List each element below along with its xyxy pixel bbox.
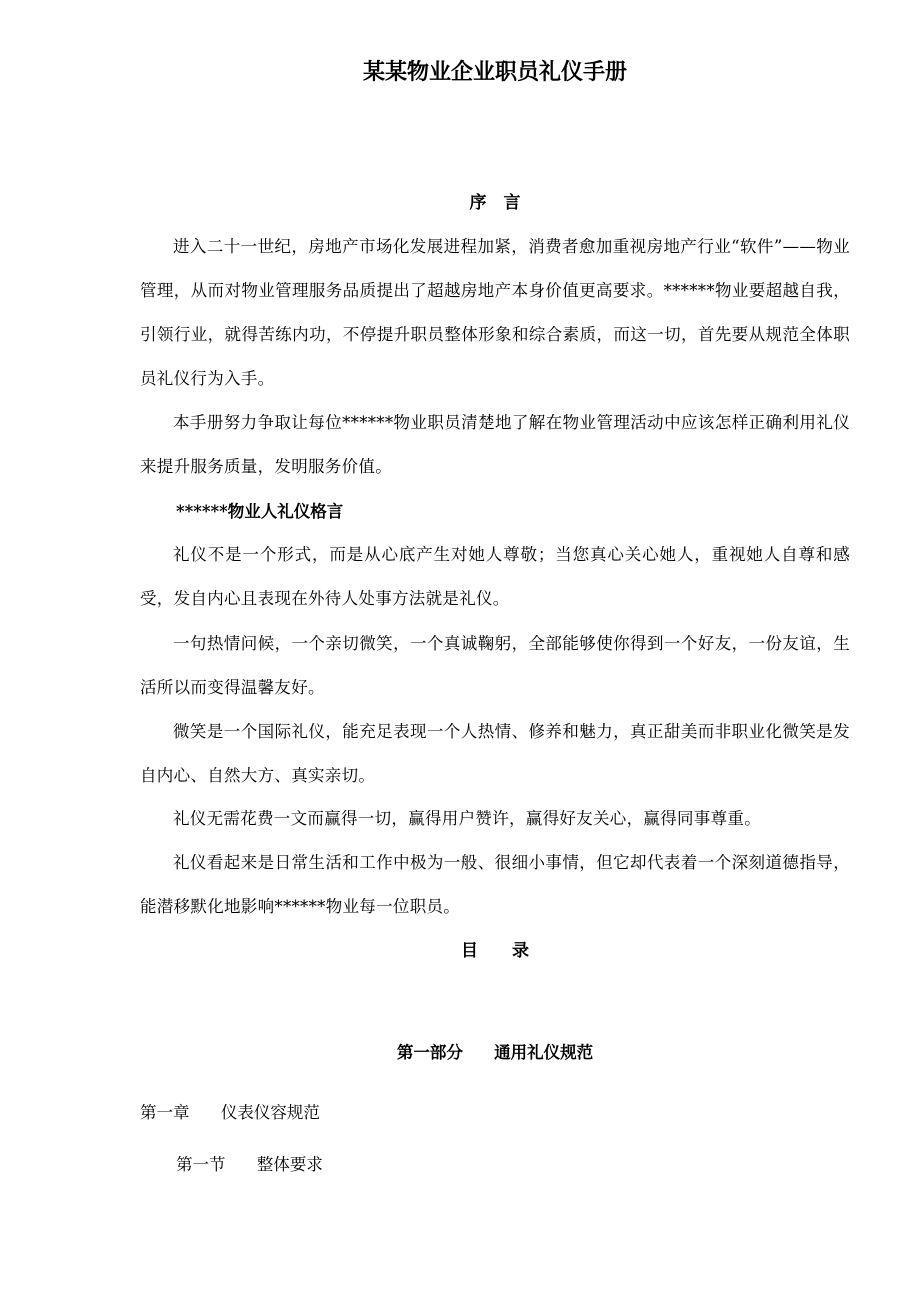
toc-chapter-entry[interactable] bbox=[140, 1099, 320, 1127]
toc-section-title: 整体要求 bbox=[256, 1155, 323, 1174]
preface-heading: 序 言 bbox=[469, 193, 521, 213]
document-title: 某某物业企业职员礼仪手册 bbox=[362, 59, 627, 85]
preface-paragraph-2: 本手册努力争取让每位******物业职员清楚地了解在物业管理活动中应该怎样正确利用礼仪来提升服务质量，发明服务价值。 bbox=[140, 413, 850, 476]
toc-part-number: 第一部分 bbox=[396, 1043, 463, 1062]
preface-paragraph-1: 进入二十一世纪，房地产市场化发展进程加紧，消费者愈加重视房地产行业“软件”——物业管理，从而对物业管理服务品质提出了超越房地产本身价值更高要求。******物业要超越自我，引领行业，就得苦练内功，不停提升职员整体形象和综合素质，而这一切，首先要从规范全体职员礼仪行为入手。 bbox=[140, 237, 850, 388]
toc-section-number: 第一节 bbox=[176, 1155, 226, 1174]
toc-part-entry[interactable] bbox=[0, 1039, 920, 1067]
toc-section-entry[interactable] bbox=[176, 1151, 323, 1179]
toc-chapter-number: 第一章 bbox=[140, 1103, 190, 1122]
toc-chapter-title: 仪表仪容规范 bbox=[220, 1103, 320, 1122]
motto-paragraph-4: 礼仪无需花费一文而赢得一切，赢得用户赞许，赢得好友关心，赢得同事尊重。 bbox=[173, 809, 761, 828]
motto-heading: ******物业人礼仪格言 bbox=[176, 502, 344, 521]
toc-part-title: 通用礼仪规范 bbox=[494, 1043, 594, 1062]
motto-paragraph-2: 一句热情问候，一个亲切微笑，一个真诚鞠躬，全部能够使你得到一个好友，一份友谊，生活所以而变得温馨友好。 bbox=[140, 634, 850, 697]
motto-paragraph-5: 礼仪看起来是日常生活和工作中极为一般、很细小事情，但它却代表着一个深刻道德指导，能潜移默化地影响******物业每一位职员。 bbox=[140, 853, 850, 916]
motto-paragraph-1: 礼仪不是一个形式，而是从心底产生对她人尊敬；当您真心关心她人，重视她人自尊和感受，发自内心且表现在外待人处事方法就是礼仪。 bbox=[140, 545, 850, 608]
toc-heading: 目 录 bbox=[461, 941, 529, 961]
motto-paragraph-3: 微笑是一个国际礼仪，能充足表现一个人热情、修养和魅力，真正甜美而非职业化微笑是发自内心、自然大方、真实亲切。 bbox=[140, 722, 850, 785]
